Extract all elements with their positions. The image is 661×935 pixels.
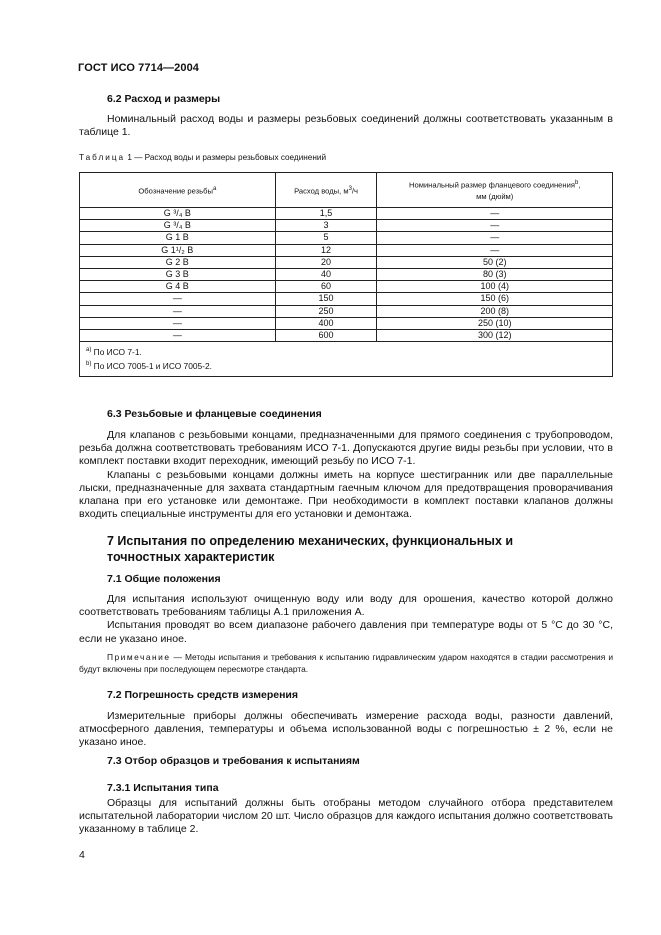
flange-cell: 80 (3): [377, 269, 613, 281]
paragraph: Испытания проводят во всем диапазоне рабочего давления при температуре воды от 5 °С до 30 °С, если не указано иное.: [79, 619, 613, 645]
note: [79, 652, 613, 675]
paragraph: Образцы для испытаний должны быть отобраны методом случайного отбора представителем испытательной лаборатории числом 20 шт. Число образцов для каждого испытания должно соответствовать указанному в таблице 2.: [79, 797, 613, 836]
flow-cell: 60: [275, 281, 377, 293]
section-7-2-title: 7.2 Погрешность средств измерения: [107, 689, 298, 701]
thread-cell: G 3 B: [80, 269, 276, 281]
section-6-2-text: [79, 113, 613, 139]
paragraph: Измерительные приборы должны обеспечивать измерение расхода воды, разности давлений, атмосферного давления, температуры и объема использованной воды с погрешностью ± 2 %, если не указано иное.: [79, 710, 613, 749]
table-row: [80, 305, 613, 317]
table-row: [80, 244, 613, 256]
table-header-row: [80, 173, 613, 208]
table-row: [80, 293, 613, 305]
section-7-title-line2: точностных характеристик: [107, 550, 275, 564]
paragraph: Для испытания используют очищенную воду или воду для орошения, качество которой должно соответствовать требованиям таблицы А.1 приложения А.: [79, 593, 613, 619]
section-6-3-title: 6.3 Резьбовые и фланцевые соединения: [107, 408, 322, 420]
thread-cell: —: [80, 330, 276, 342]
table-row: [80, 220, 613, 232]
table-footnotes-row: [80, 342, 613, 377]
flow-cell: 20: [275, 256, 377, 268]
section-6-2-title: 6.2 Расход и размеры: [107, 93, 221, 105]
flow-cell: 5: [275, 232, 377, 244]
table-1: [79, 172, 613, 377]
flange-cell: 300 (12): [377, 330, 613, 342]
table-1-caption: [79, 153, 326, 162]
table-footnotes: [80, 342, 613, 377]
thread-cell: G 2 B: [80, 256, 276, 268]
section-7-title: [107, 533, 513, 565]
section-6-3-text: [79, 429, 613, 521]
col-flow-header: Расход воды, $м^3/ч$: [275, 173, 377, 208]
thread-cell: G ³/₄ B: [80, 208, 276, 220]
flow-cell: 250: [275, 305, 377, 317]
flange-cell: —: [377, 220, 613, 232]
footnote-b: $^{b)}$ По ИСО 7005-1 и ИСО 7005-2.: [86, 360, 212, 371]
table-row: [80, 269, 613, 281]
flow-cell: 1,5: [275, 208, 377, 220]
paragraph: Клапаны с резьбовыми концами должны иметь на корпусе шестигранник или две параллельные лыски, предназначенные для захвата стандартным гаечным ключом для предотвращения проворачивания клапана при его установке или демонтаже. При необходимости в комплект поставки клапанов должны входить специальные инструменты для его установки и демонтажа.: [79, 468, 613, 521]
thread-cell: —: [80, 305, 276, 317]
flange-cell: —: [377, 244, 613, 256]
section-7-3-1-title: 7.3.1 Испытания типа: [107, 782, 219, 794]
flow-cell: 600: [275, 330, 377, 342]
col-thread-header: Обозначение резьбы$^a$: [80, 173, 276, 208]
flow-cell: 150: [275, 293, 377, 305]
caption-word: Таблица: [79, 153, 126, 162]
thread-cell: G ³/₄ B: [80, 220, 276, 232]
flange-cell: 150 (6): [377, 293, 613, 305]
note-word: Примечание: [107, 652, 171, 662]
section-7-1-title: 7.1 Общие положения: [107, 573, 221, 585]
table-row: [80, 232, 613, 244]
flange-cell: —: [377, 232, 613, 244]
section-7-1-text: [79, 593, 613, 646]
caption-text: 1 — Расход воды и размеры резьбовых соединений: [127, 153, 327, 162]
footnote-a: $^{a)}$ По ИСО 7-1.: [86, 347, 142, 358]
flow-cell: 400: [275, 317, 377, 329]
section-7-3-1-text: [79, 797, 613, 837]
thread-cell: G 1¹/₂ B: [80, 244, 276, 256]
flange-cell: 200 (8): [377, 305, 613, 317]
flow-cell: 3: [275, 220, 377, 232]
thread-cell: —: [80, 317, 276, 329]
flow-cell: 40: [275, 269, 377, 281]
flange-cell: —: [377, 208, 613, 220]
flow-cell: 12: [275, 244, 377, 256]
thread-cell: G 4 B: [80, 281, 276, 293]
page-number: 4: [79, 849, 85, 861]
flange-cell: 50 (2): [377, 256, 613, 268]
note-text: — Методы испытания и требования к испытанию гидравлическим ударом находятся в стадии рассмотрения и будут включены при последующем пересмотре стандарта.: [79, 652, 613, 674]
section-7-3-title: 7.3 Отбор образцов и требования к испытаниям: [107, 755, 360, 767]
paragraph: Номинальный расход воды и размеры резьбовых соединений должны соответствовать указанным в таблице 1.: [79, 113, 613, 139]
table-row: [80, 256, 613, 268]
table-body: [80, 208, 613, 377]
section-7-2-text: [79, 710, 613, 750]
col-flange-header: Номинальный размер фланцевого соединения$^b$, мм (дюйм): [377, 173, 613, 208]
document-header: ГОСТ ИСО 7714—2004: [78, 62, 200, 74]
flange-cell: 100 (4): [377, 281, 613, 293]
table-row: [80, 317, 613, 329]
table-row: [80, 281, 613, 293]
thread-cell: —: [80, 293, 276, 305]
section-7-title-line1: 7 Испытания по определению механических, функциональных и: [107, 534, 514, 548]
table-row: [80, 208, 613, 220]
thread-cell: G 1 B: [80, 232, 276, 244]
table-row: [80, 330, 613, 342]
flange-cell: 250 (10): [377, 317, 613, 329]
paragraph: Для клапанов с резьбовыми концами, предназначенными для прямого соединения с трубопроводом, резьба должна соответствовать требованиям ИСО 7-1. Допускаются другие виды резьбы при условии, что в комплект поставки входит переходник, имеющий резьбу по ИСО 7-1.: [79, 429, 613, 468]
